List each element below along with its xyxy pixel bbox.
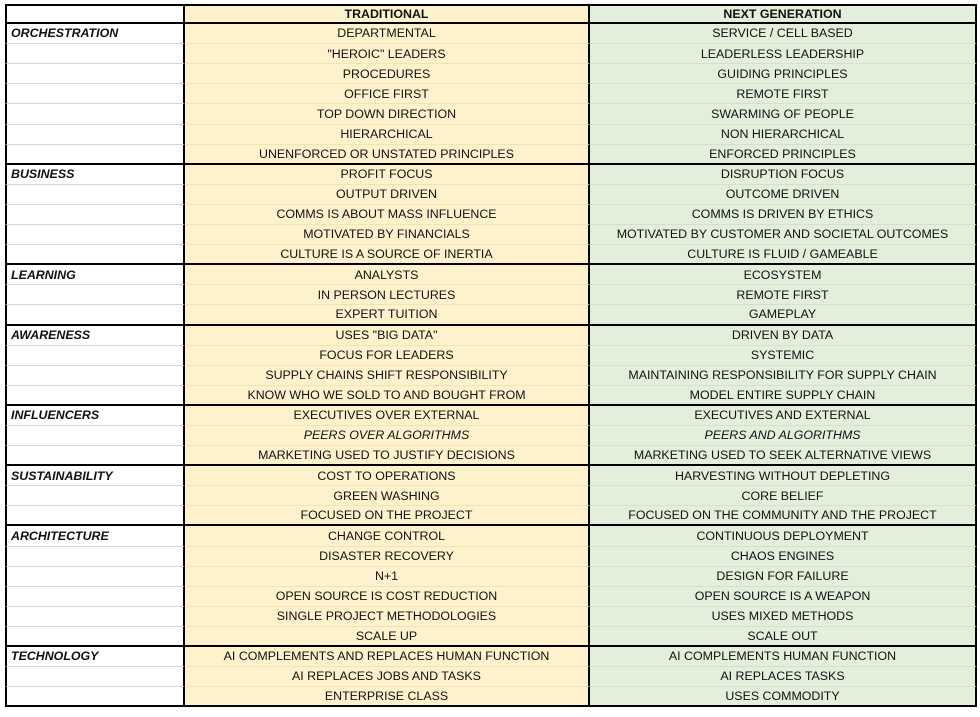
table-row — [5, 526, 977, 546]
next-generation-cell[interactable]: GUIDING PRINCIPLES — [590, 64, 977, 84]
category-cell-empty[interactable] — [5, 225, 185, 245]
category-cell-empty[interactable] — [5, 486, 185, 506]
table-row — [5, 486, 977, 506]
table-row — [5, 64, 977, 84]
traditional-cell[interactable]: UNENFORCED OR UNSTATED PRINCIPLES — [185, 145, 590, 165]
category-cell-empty[interactable] — [5, 145, 185, 165]
traditional-cell[interactable]: SUPPLY CHAINS SHIFT RESPONSIBILITY — [185, 366, 590, 386]
next-generation-cell[interactable]: NON HIERARCHICAL — [590, 125, 977, 145]
category-cell-empty[interactable] — [5, 446, 185, 466]
category-label-orchestration[interactable]: ORCHESTRATION — [5, 24, 185, 44]
category-cell-empty[interactable] — [5, 245, 185, 265]
next-generation-cell[interactable]: OPEN SOURCE IS A WEAPON — [590, 587, 977, 607]
table-row — [5, 84, 977, 104]
next-generation-cell[interactable]: REMOTE FIRST — [590, 84, 977, 104]
table-row — [5, 667, 977, 687]
next-generation-cell[interactable]: SYSTEMIC — [590, 346, 977, 366]
table-row — [5, 647, 977, 667]
traditional-cell[interactable]: USES "BIG DATA" — [185, 326, 590, 346]
table-row — [5, 506, 977, 526]
traditional-cell[interactable]: AI COMPLEMENTS AND REPLACES HUMAN FUNCTION — [185, 647, 590, 667]
traditional-cell[interactable]: HIERARCHICAL — [185, 125, 590, 145]
category-cell-empty[interactable] — [5, 366, 185, 386]
traditional-cell[interactable]: EXPERT TUITION — [185, 305, 590, 325]
traditional-cell[interactable]: MOTIVATED BY FINANCIALS — [185, 225, 590, 245]
traditional-cell[interactable]: DISASTER RECOVERY — [185, 547, 590, 567]
next-generation-cell[interactable]: MOTIVATED BY CUSTOMER AND SOCIETAL OUTCOMES — [590, 225, 977, 245]
traditional-cell[interactable]: "HEROIC" LEADERS — [185, 44, 590, 64]
table-row — [5, 125, 977, 145]
table-row — [5, 386, 977, 406]
header-category-cell[interactable] — [5, 4, 185, 24]
table-row — [5, 426, 977, 446]
category-label-learning[interactable]: LEARNING — [5, 265, 185, 285]
next-generation-cell[interactable]: MARKETING USED TO SEEK ALTERNATIVE VIEWS — [590, 446, 977, 466]
category-cell-empty[interactable] — [5, 426, 185, 446]
next-generation-cell[interactable]: DISRUPTION FOCUS — [590, 165, 977, 185]
traditional-cell[interactable]: OFFICE FIRST — [185, 84, 590, 104]
table-row — [5, 687, 977, 707]
table-row — [5, 145, 977, 165]
next-generation-cell[interactable]: GAMEPLAY — [590, 305, 977, 325]
header-traditional-cell[interactable]: TRADITIONAL — [185, 4, 590, 24]
traditional-cell[interactable]: DEPARTMENTAL — [185, 24, 590, 44]
table-row — [5, 104, 977, 124]
category-cell-empty[interactable] — [5, 64, 185, 84]
next-generation-cell[interactable]: CHAOS ENGINES — [590, 547, 977, 567]
category-cell-empty[interactable] — [5, 547, 185, 567]
next-generation-cell[interactable]: MAINTAINING RESPONSIBILITY FOR SUPPLY CHAIN — [590, 366, 977, 386]
category-cell-empty[interactable] — [5, 104, 185, 124]
next-generation-cell[interactable]: DESIGN FOR FAILURE — [590, 567, 977, 587]
category-cell-empty[interactable] — [5, 567, 185, 587]
table-row — [5, 326, 977, 346]
next-generation-cell[interactable]: AI COMPLEMENTS HUMAN FUNCTION — [590, 647, 977, 667]
next-generation-cell[interactable]: PEERS AND ALGORITHMS — [590, 426, 977, 446]
table-row — [5, 205, 977, 225]
category-label-sustainability[interactable]: SUSTAINABILITY — [5, 466, 185, 486]
table-row — [5, 607, 977, 627]
traditional-cell[interactable]: COST TO OPERATIONS — [185, 466, 590, 486]
traditional-cell[interactable]: SINGLE PROJECT METHODOLOGIES — [185, 607, 590, 627]
next-generation-cell[interactable]: CULTURE IS FLUID / GAMEABLE — [590, 245, 977, 265]
next-generation-cell[interactable]: SERVICE / CELL BASED — [590, 24, 977, 44]
category-cell-empty[interactable] — [5, 386, 185, 406]
table-row — [5, 285, 977, 305]
next-generation-cell[interactable]: FOCUSED ON THE COMMUNITY AND THE PROJECT — [590, 506, 977, 526]
header-next-generation-cell[interactable]: NEXT GENERATION — [590, 4, 977, 24]
traditional-cell[interactable]: COMMS IS ABOUT MASS INFLUENCE — [185, 205, 590, 225]
traditional-cell[interactable]: PEERS OVER ALGORITHMS — [185, 426, 590, 446]
category-cell-empty[interactable] — [5, 305, 185, 325]
table-body — [5, 24, 977, 707]
table-row — [5, 185, 977, 205]
traditional-cell[interactable]: GREEN WASHING — [185, 486, 590, 506]
category-cell-empty[interactable] — [5, 687, 185, 707]
table-row — [5, 587, 977, 607]
category-cell-empty[interactable] — [5, 205, 185, 225]
header-row — [5, 4, 977, 24]
category-label-business[interactable]: BUSINESS — [5, 165, 185, 185]
traditional-cell[interactable]: SCALE UP — [185, 627, 590, 647]
next-generation-cell[interactable]: ECOSYSTEM — [590, 265, 977, 285]
category-cell-empty[interactable] — [5, 44, 185, 64]
next-generation-cell[interactable]: HARVESTING WITHOUT DEPLETING — [590, 466, 977, 486]
table-row — [5, 245, 977, 265]
traditional-cell[interactable]: FOCUS FOR LEADERS — [185, 346, 590, 366]
comparison-table — [5, 4, 977, 707]
table-row — [5, 366, 977, 386]
traditional-cell[interactable]: KNOW WHO WE SOLD TO AND BOUGHT FROM — [185, 386, 590, 406]
next-generation-cell[interactable]: EXECUTIVES AND EXTERNAL — [590, 406, 977, 426]
traditional-cell[interactable]: EXECUTIVES OVER EXTERNAL — [185, 406, 590, 426]
traditional-cell[interactable]: ANALYSTS — [185, 265, 590, 285]
next-generation-cell[interactable]: LEADERLESS LEADERSHIP — [590, 44, 977, 64]
next-generation-cell[interactable]: MODEL ENTIRE SUPPLY CHAIN — [590, 386, 977, 406]
traditional-cell[interactable]: N+1 — [185, 567, 590, 587]
table-row — [5, 24, 977, 44]
table-row — [5, 547, 977, 567]
traditional-cell[interactable]: OUTPUT DRIVEN — [185, 185, 590, 205]
next-generation-cell[interactable]: DRIVEN BY DATA — [590, 326, 977, 346]
traditional-cell[interactable]: TOP DOWN DIRECTION — [185, 104, 590, 124]
traditional-cell[interactable]: CHANGE CONTROL — [185, 526, 590, 546]
traditional-cell[interactable]: PROCEDURES — [185, 64, 590, 84]
traditional-cell[interactable]: MARKETING USED TO JUSTIFY DECISIONS — [185, 446, 590, 466]
table-row — [5, 567, 977, 587]
category-cell-empty[interactable] — [5, 607, 185, 627]
category-cell-empty[interactable] — [5, 125, 185, 145]
category-label-technology[interactable]: TECHNOLOGY — [5, 647, 185, 667]
next-generation-cell[interactable]: CORE BELIEF — [590, 486, 977, 506]
traditional-cell[interactable]: OPEN SOURCE IS COST REDUCTION — [185, 587, 590, 607]
table-row — [5, 346, 977, 366]
next-generation-cell[interactable]: SCALE OUT — [590, 627, 977, 647]
category-label-awareness[interactable]: AWARENESS — [5, 326, 185, 346]
next-generation-cell[interactable]: CONTINUOUS DEPLOYMENT — [590, 526, 977, 546]
traditional-cell[interactable]: IN PERSON LECTURES — [185, 285, 590, 305]
next-generation-cell[interactable]: OUTCOME DRIVEN — [590, 185, 977, 205]
category-cell-empty[interactable] — [5, 667, 185, 687]
category-cell-empty[interactable] — [5, 627, 185, 647]
next-generation-cell[interactable]: USES MIXED METHODS — [590, 607, 977, 627]
next-generation-cell[interactable]: COMMS IS DRIVEN BY ETHICS — [590, 205, 977, 225]
table-row — [5, 265, 977, 285]
category-cell-empty[interactable] — [5, 587, 185, 607]
table-row — [5, 466, 977, 486]
category-cell-empty[interactable] — [5, 84, 185, 104]
table-row — [5, 44, 977, 64]
next-generation-cell[interactable]: REMOTE FIRST — [590, 285, 977, 305]
table-row — [5, 406, 977, 426]
next-generation-cell[interactable]: ENFORCED PRINCIPLES — [590, 145, 977, 165]
traditional-cell[interactable]: CULTURE IS A SOURCE OF INERTIA — [185, 245, 590, 265]
traditional-cell[interactable]: PROFIT FOCUS — [185, 165, 590, 185]
category-cell-empty[interactable] — [5, 285, 185, 305]
next-generation-cell[interactable]: USES COMMODITY — [590, 687, 977, 707]
table-row — [5, 627, 977, 647]
table-row — [5, 446, 977, 466]
next-generation-cell[interactable]: AI REPLACES TASKS — [590, 667, 977, 687]
category-cell-empty[interactable] — [5, 185, 185, 205]
table-row — [5, 305, 977, 325]
next-generation-cell[interactable]: SWARMING OF PEOPLE — [590, 104, 977, 124]
category-cell-empty[interactable] — [5, 346, 185, 366]
traditional-cell[interactable]: FOCUSED ON THE PROJECT — [185, 506, 590, 526]
traditional-cell[interactable]: AI REPLACES JOBS AND TASKS — [185, 667, 590, 687]
category-label-architecture[interactable]: ARCHITECTURE — [5, 526, 185, 546]
category-label-influencers[interactable]: INFLUENCERS — [5, 406, 185, 426]
traditional-cell[interactable]: ENTERPRISE CLASS — [185, 687, 590, 707]
table-row — [5, 225, 977, 245]
category-cell-empty[interactable] — [5, 506, 185, 526]
table-row — [5, 165, 977, 185]
